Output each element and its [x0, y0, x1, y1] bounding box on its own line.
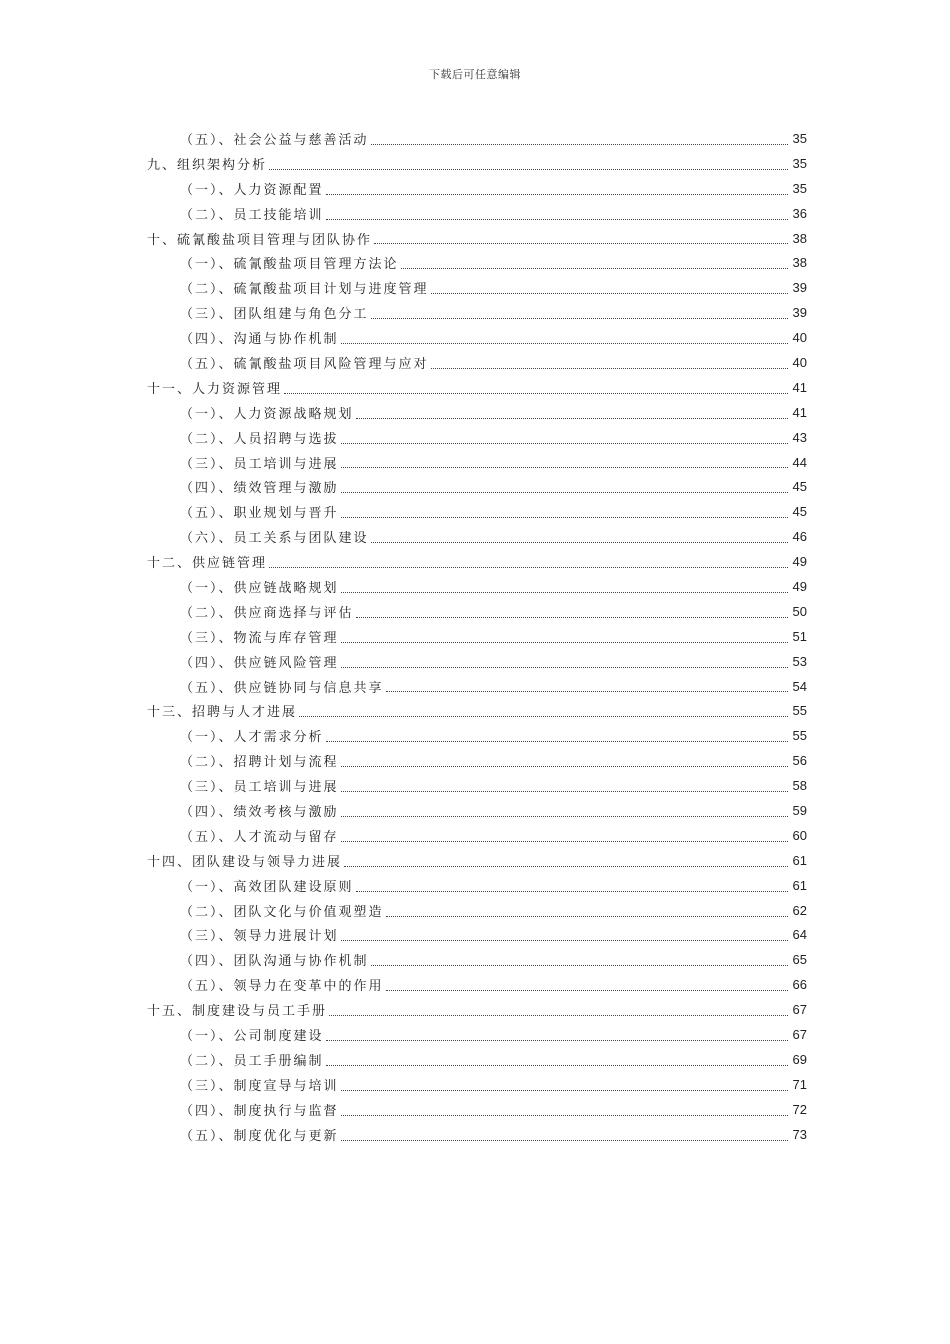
toc-entry-page-number: 65: [792, 952, 807, 968]
toc-entry-page-number: 53: [792, 653, 807, 669]
toc-dot-leader: [386, 915, 788, 917]
toc-dot-leader: [344, 865, 788, 867]
toc-section-entry[interactable]: [180, 798, 807, 823]
toc-entry-title: （三）、制度宣导与培训: [180, 1078, 339, 1094]
toc-entry-page-number: 58: [792, 778, 807, 794]
toc-dot-leader: [371, 541, 788, 543]
page-header-note: 下载后可任意编辑: [429, 68, 521, 81]
toc-section-entry[interactable]: [180, 674, 807, 699]
toc-dot-leader: [386, 989, 788, 991]
toc-section-entry[interactable]: [180, 499, 807, 524]
toc-entry-page-number: 73: [792, 1126, 807, 1142]
toc-dot-leader: [341, 840, 788, 842]
toc-section-entry[interactable]: [180, 947, 807, 972]
toc-entry-title: 九、组织架构分析: [147, 157, 268, 173]
toc-entry-page-number: 38: [792, 230, 807, 246]
toc-entry-page-number: 67: [792, 1027, 807, 1042]
toc-section-entry[interactable]: [180, 201, 807, 226]
toc-section-entry[interactable]: [180, 400, 807, 425]
toc-section-entry[interactable]: [180, 1047, 807, 1072]
toc-chapter-entry[interactable]: [147, 549, 807, 574]
toc-entry-page-number: 46: [792, 529, 807, 545]
toc-entry-title: （五）、制度优化与更新: [180, 1128, 339, 1144]
toc-entry-page-number: 64: [792, 927, 807, 943]
toc-chapter-entry[interactable]: [147, 375, 807, 400]
toc-entry-page-number: 45: [792, 504, 807, 520]
toc-section-entry[interactable]: [180, 823, 807, 848]
toc-dot-leader: [341, 641, 788, 643]
toc-entry-title: （二）、招聘计划与流程: [180, 755, 339, 771]
toc-dot-leader: [341, 666, 788, 668]
toc-entry-title: （三）、团队组建与角色分工: [180, 307, 369, 323]
toc-dot-leader: [341, 1089, 788, 1091]
toc-dot-leader: [401, 267, 788, 269]
toc-entry-title: （三）、物流与库存管理: [180, 630, 339, 646]
toc-dot-leader: [431, 367, 788, 369]
toc-entry-page-number: 72: [792, 1101, 807, 1117]
toc-entry-page-number: 61: [792, 877, 807, 893]
toc-dot-leader: [341, 1139, 788, 1141]
toc-section-entry[interactable]: [180, 1072, 807, 1097]
toc-section-entry[interactable]: [180, 524, 807, 549]
toc-dot-leader: [356, 890, 788, 892]
toc-section-entry[interactable]: [180, 275, 807, 300]
toc-chapter-entry[interactable]: [147, 226, 807, 251]
toc-entry-title: （二）、团队文化与价值观塑造: [180, 904, 384, 920]
toc-entry-title: （三）、员工培训与进展: [180, 456, 339, 472]
toc-entry-title: 十二、供应链管理: [147, 556, 268, 572]
toc-entry-page-number: 51: [792, 628, 807, 644]
toc-entry-page-number: 61: [792, 852, 807, 868]
toc-entry-title: （五）、人才流动与留存: [180, 829, 339, 845]
toc-dot-leader: [269, 566, 788, 568]
toc-section-entry[interactable]: [180, 425, 807, 450]
toc-chapter-entry[interactable]: [147, 848, 807, 873]
toc-entry-title: （一）、公司制度建设: [180, 1029, 324, 1044]
toc-dot-leader: [341, 442, 788, 444]
toc-entry-title: （五）、供应链协同与信息共享: [180, 680, 384, 696]
toc-dot-leader: [371, 317, 788, 319]
toc-dot-leader: [326, 1039, 788, 1041]
toc-chapter-entry[interactable]: [147, 997, 807, 1022]
toc-section-entry[interactable]: [180, 474, 807, 499]
toc-entry-page-number: 67: [792, 1002, 807, 1018]
toc-entry-title: （二）、硫氰酸盐项目计划与进度管理: [180, 282, 429, 298]
toc-dot-leader: [371, 964, 788, 966]
toc-dot-leader: [341, 815, 788, 817]
toc-entry-title: 十一、人力资源管理: [147, 381, 283, 397]
toc-entry-page-number: 35: [792, 130, 807, 146]
toc-dot-leader: [326, 740, 788, 742]
toc-entry-page-number: 59: [792, 802, 807, 818]
toc-entry-page-number: 38: [792, 255, 807, 271]
toc-section-entry[interactable]: [180, 1097, 807, 1122]
toc-entry-title: （三）、领导力进展计划: [180, 929, 339, 945]
toc-entry-title: （二）、人员招聘与选拔: [180, 431, 339, 447]
toc-entry-title: （二）、供应商选择与评估: [180, 605, 354, 621]
toc-entry-page-number: 44: [792, 454, 807, 470]
toc-entry-title: （五）、社会公益与慈善活动: [180, 132, 369, 148]
toc-entry-title: （一）、供应链战略规划: [180, 580, 339, 596]
toc-section-entry[interactable]: [180, 450, 807, 475]
toc-section-entry[interactable]: [180, 250, 807, 275]
toc-dot-leader: [341, 790, 788, 792]
toc-entry-page-number: 45: [792, 479, 807, 495]
toc-dot-leader: [341, 765, 788, 767]
toc-entry-title: （二）、员工技能培训: [180, 207, 324, 223]
toc-dot-leader: [341, 491, 788, 493]
toc-entry-page-number: 56: [792, 753, 807, 769]
toc-entry-title: （一）、硫氰酸盐项目管理方法论: [180, 257, 399, 273]
toc-entry-title: （六）、员工关系与团队建设: [180, 531, 369, 547]
toc-entry-title: 十、硫氰酸盐项目管理与团队协作: [147, 232, 373, 248]
toc-entry-title: （四）、绩效考核与激励: [180, 804, 339, 820]
toc-dot-leader: [341, 516, 788, 518]
toc-entry-title: （二）、员工手册编制: [180, 1053, 324, 1069]
toc-entry-title: （四）、沟通与协作机制: [180, 332, 339, 348]
toc-entry-title: （一）、人才需求分析: [180, 730, 324, 746]
toc-entry-page-number: 49: [792, 578, 807, 594]
toc-entry-page-number: 71: [792, 1076, 807, 1092]
toc-dot-leader: [341, 591, 788, 593]
toc-section-entry[interactable]: [180, 773, 807, 798]
toc-dot-leader: [341, 342, 788, 344]
toc-section-entry[interactable]: [180, 873, 807, 898]
toc-dot-leader: [341, 1114, 788, 1116]
toc-section-entry[interactable]: [180, 126, 807, 151]
toc-entry-page-number: 50: [792, 603, 807, 619]
toc-section-entry[interactable]: [180, 649, 807, 674]
toc-entry-page-number: 54: [792, 678, 807, 694]
toc-entry-title: 十四、团队建设与领导力进展: [147, 854, 343, 870]
toc-section-entry[interactable]: [180, 300, 807, 325]
toc-section-entry[interactable]: [180, 972, 807, 997]
toc-entry-page-number: 40: [792, 354, 807, 370]
toc-chapter-entry[interactable]: [147, 698, 807, 723]
toc-dot-leader: [329, 1014, 788, 1016]
toc-entry-title: （一）、人力资源战略规划: [180, 406, 354, 422]
toc-dot-leader: [431, 292, 788, 294]
toc-dot-leader: [284, 392, 788, 394]
toc-section-entry[interactable]: [180, 350, 807, 375]
toc-entry-page-number: 35: [792, 180, 807, 196]
toc-dot-leader: [356, 417, 788, 419]
toc-dot-leader: [269, 168, 788, 170]
toc-entry-page-number: 40: [792, 330, 807, 346]
toc-section-entry[interactable]: [180, 325, 807, 350]
toc-dot-leader: [326, 193, 788, 195]
toc-entry-page-number: 36: [792, 205, 807, 221]
toc-dot-leader: [386, 690, 788, 692]
toc-section-entry[interactable]: [180, 176, 807, 201]
toc-entry-page-number: 55: [792, 728, 807, 744]
toc-section-entry[interactable]: [180, 723, 807, 748]
toc-section-entry[interactable]: [180, 748, 807, 773]
toc-section-entry[interactable]: [180, 1022, 807, 1047]
toc-entry-title: （三）、员工培训与进展: [180, 780, 339, 796]
toc-entry-title: （一）、人力资源配置: [180, 182, 324, 198]
toc-entry-title: 十三、招聘与人才进展: [147, 705, 298, 721]
toc-section-entry[interactable]: [180, 574, 807, 599]
toc-entry-page-number: 69: [792, 1051, 807, 1067]
toc-entry-title: （四）、绩效管理与激励: [180, 481, 339, 497]
toc-dot-leader: [341, 939, 788, 941]
toc-entry-page-number: 39: [792, 305, 807, 321]
toc-entry-title: （四）、团队沟通与协作机制: [180, 954, 369, 970]
toc-entry-title: 十五、制度建设与员工手册: [147, 1004, 328, 1020]
toc-section-entry[interactable]: [180, 1122, 807, 1147]
toc-entry-title: （五）、硫氰酸盐项目风险管理与应对: [180, 356, 429, 372]
toc-entry-page-number: 55: [792, 703, 807, 719]
toc-entry-page-number: 35: [792, 155, 807, 171]
toc-entry-page-number: 43: [792, 429, 807, 445]
toc-entry-title: （五）、职业规划与晋升: [180, 506, 339, 522]
toc-entry-page-number: 39: [792, 280, 807, 296]
table-of-contents: [0, 126, 950, 1147]
toc-entry-title: （四）、供应链风险管理: [180, 655, 339, 671]
toc-entry-page-number: 49: [792, 554, 807, 570]
toc-entry-page-number: 60: [792, 827, 807, 843]
toc-entry-page-number: 41: [792, 404, 807, 420]
toc-dot-leader: [326, 218, 788, 220]
toc-section-entry[interactable]: [180, 898, 807, 923]
toc-chapter-entry[interactable]: [147, 151, 807, 176]
toc-dot-leader: [341, 466, 788, 468]
toc-entry-title: （四）、制度执行与监督: [180, 1103, 339, 1119]
toc-dot-leader: [299, 715, 788, 717]
toc-dot-leader: [374, 242, 788, 244]
toc-dot-leader: [356, 616, 788, 618]
toc-dot-leader: [326, 1064, 788, 1066]
toc-dot-leader: [371, 143, 788, 145]
toc-entry-page-number: 41: [792, 379, 807, 395]
toc-entry-title: （一）、高效团队建设原则: [180, 879, 354, 895]
toc-entry-page-number: 62: [792, 902, 807, 918]
toc-section-entry[interactable]: [180, 624, 807, 649]
toc-section-entry[interactable]: [180, 923, 807, 948]
toc-entry-page-number: 66: [792, 977, 807, 993]
toc-entry-title: （五）、领导力在变革中的作用: [180, 979, 384, 995]
toc-section-entry[interactable]: [180, 599, 807, 624]
